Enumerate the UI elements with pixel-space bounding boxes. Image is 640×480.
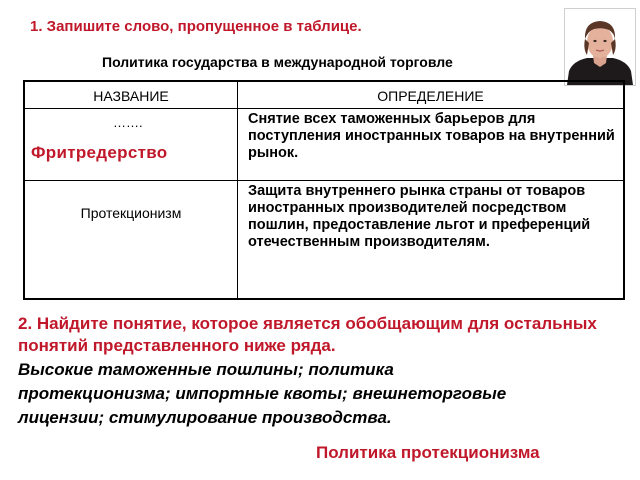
row1-name-cell xyxy=(24,109,238,181)
header-name: НАЗВАНИЕ xyxy=(24,81,238,109)
row2-name: Протекционизм xyxy=(24,181,238,300)
task1-title: 1. Запишите слово, пропущенное в таблице. xyxy=(30,18,362,35)
task2-series: Высокие таможенные пошлины; политика протекционизма; импортные квоты; внешнеторговые лицензии; стимулирование производства. xyxy=(18,360,507,427)
blank-placeholder: ……. xyxy=(113,115,143,130)
answer-freetrade: Фритредерство xyxy=(31,143,168,162)
row1-definition: Снятие всех таможенных барьеров для поступления иностранных товаров на внутренний рынок. xyxy=(238,109,625,181)
task2-question: 2. Найдите понятие, которое является обобщающим для остальных понятий представленного ниже ряда. xyxy=(18,314,597,355)
teacher-photo xyxy=(564,8,636,86)
policy-table xyxy=(23,80,625,300)
row2-definition: Защита внутреннего рынка страны от товаров иностранных производителей посредством пошлин, предоставление льгот и преференций отечественным производителям. xyxy=(238,181,625,300)
header-definition: ОПРЕДЕЛЕНИЕ xyxy=(238,81,625,109)
table-title: Политика государства в международной торговле xyxy=(102,54,453,70)
person-portrait-icon xyxy=(565,9,635,85)
task2-answer: Политика протекционизма xyxy=(316,443,540,462)
